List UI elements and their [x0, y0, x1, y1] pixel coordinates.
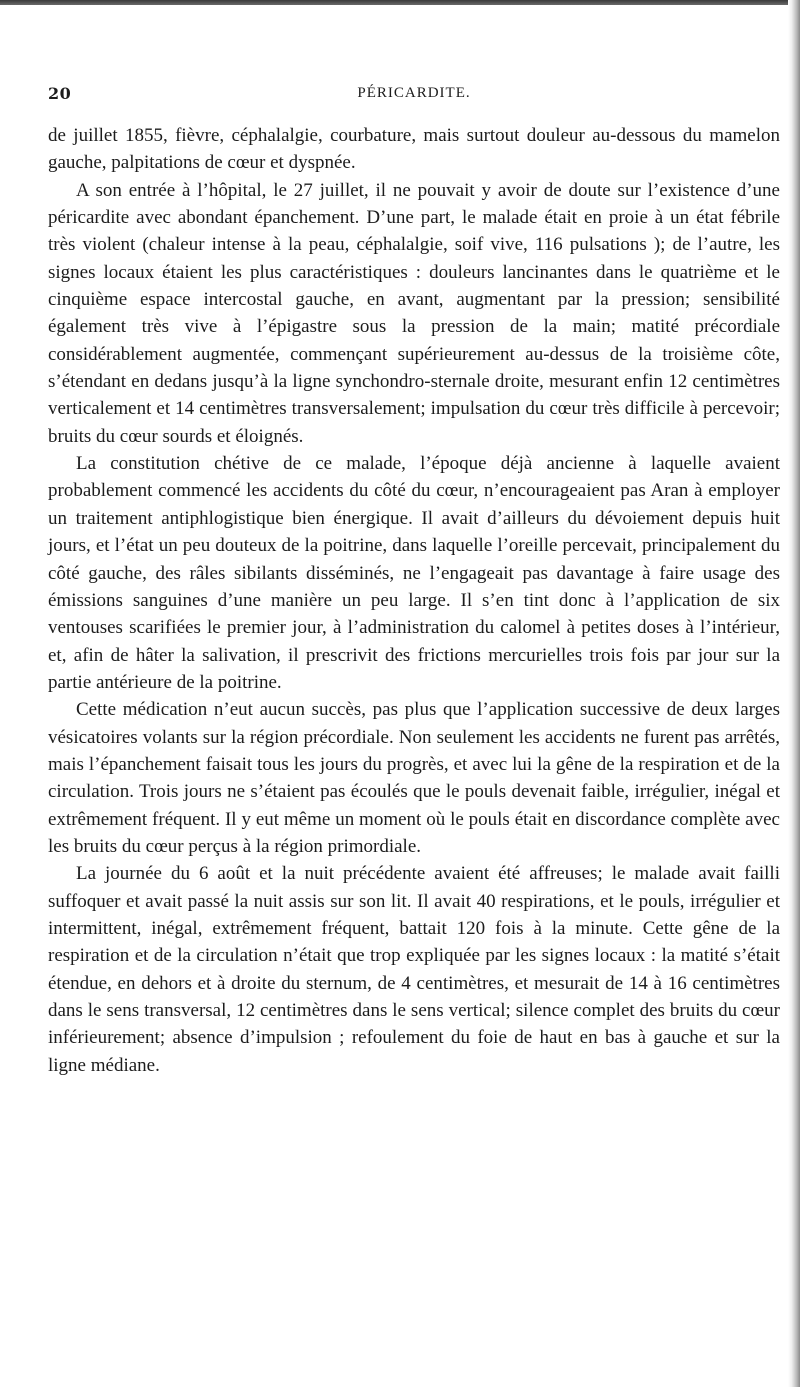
body-text	[48, 122, 780, 1079]
paragraph-5: La journée du 6 août et la nuit précédente avaient été affreuses; le malade avait failli suffoquer et avait passé la nuit assis sur son lit. Il avait 40 respirations, et le pouls, irrégulier et intermittent, inégal, extrêmement fréquent, battait 120 fois à la minute. Cette gêne de la respiration et de la circulation n’était que trop expliquée par les signes locaux : la matité s’était étendue, en dehors et à droite du sternum, de 4 centimètres, et mesurait de 14 à 16 centimètres dans le sens transversal, 12 centimètres dans le sens vertical; silence complet des bruits du cœur inférieurement; absence d’impulsion ; refoulement du foie de haut en bas à gauche et sur la ligne médiane.	[48, 863, 780, 1076]
scan-top-border	[0, 0, 800, 5]
paragraph-1: de juillet 1855, fièvre, céphalalgie, courbature, mais surtout douleur au-dessous du mamelon gauche, palpitations de cœur et dyspnée.	[48, 125, 780, 174]
running-title: PÉRICARDITE.	[357, 85, 471, 101]
scan-page-edge	[788, 0, 800, 1387]
paragraph-2: A son entrée à l’hôpital, le 27 juillet, il ne pouvait y avoir de doute sur l’existence d’une péricardite avec abondant épanchement. D’une part, le malade était en proie à un état fébrile très violent (chaleur intense à la peau, céphalalgie, soif vive, 116 pulsations ); de l’autre, les signes locaux étaient les plus caractéristiques : douleurs lancinantes dans le quatrième et le cinquième espace intercostal gauche, en avant, augmentant par la pression; sensibilité également très vive à l’épigastre sous la pression de la main; matité précordiale considérablement augmentée, commençant supérieurement au-dessus de la troisième côte, s’étendant en dedans jusqu’à la ligne synchondro-sternale droite, mesurant enfin 12 centimètres verticalement et 14 centimètres transversalement; impulsation du cœur très difficile à percevoir; bruits du cœur sourds et éloignés.	[48, 179, 780, 447]
paragraph-3: La constitution chétive de ce malade, l’époque déjà ancienne à laquelle avaient probablement commencé les accidents du côté du cœur, n’encourageaient pas Aran à employer un traitement antiphlogistique bien énergique. Il avait d’ailleurs du dévoiement depuis huit jours, et l’état un peu douteux de la poitrine, dans laquelle l’oreille percevait, principalement du côté gauche, des râles sibilants disséminés, ne l’engageait pas davantage à faire usage des émissions sanguines d’une manière un peu large. Il s’en tint donc à l’application de six ventouses scarifiées le premier jour, à l’administration du calomel à petites doses à l’intérieur, et, afin de hâter la salivation, il prescrivit des frictions mercurielles trois fois par jour sur la partie antérieure de la poitrine.	[48, 453, 780, 693]
running-header	[48, 84, 780, 108]
page-number: 20	[48, 84, 72, 103]
paragraph-4: Cette médication n’eut aucun succès, pas plus que l’application successive de deux larges vésicatoires volants sur la région précordiale. Non seulement les accidents ne furent pas arrêtés, mais l’épanchement faisait tous les jours du progrès, et avec lui la gêne de la respiration et de la circulation. Trois jours ne s’étaient pas écoulés que le pouls devenait faible, irrégulier, inégal et extrêmement fréquent. Il y eut même un moment où le pouls était en discordance complète avec les bruits du cœur perçus à la région primordiale.	[48, 699, 780, 857]
